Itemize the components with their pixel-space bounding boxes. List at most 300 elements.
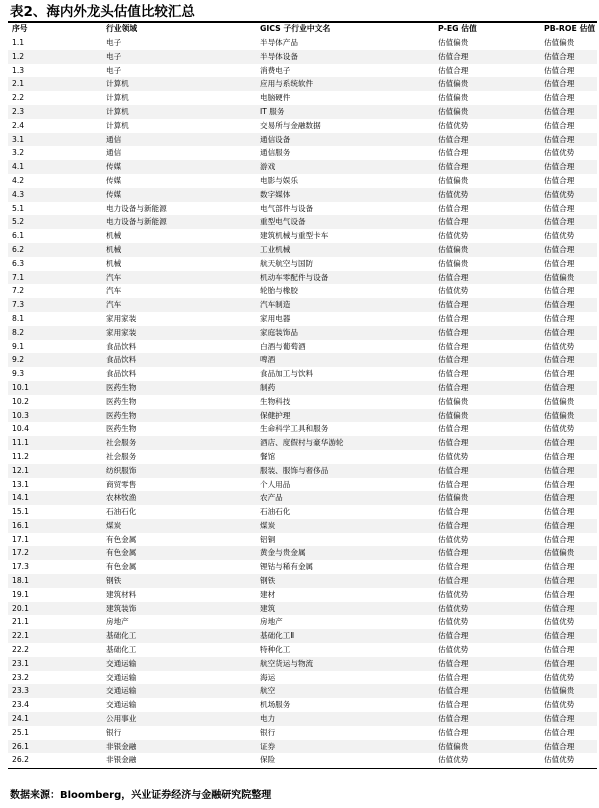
table-row bbox=[8, 312, 597, 326]
cell-row-number: 9.1 bbox=[12, 341, 25, 351]
cell-pbroe-valuation: 估值优势 bbox=[544, 700, 575, 710]
cell-industry: 计算机 bbox=[106, 120, 129, 130]
table-row bbox=[8, 160, 597, 174]
cell-gics-subindustry: 黄金与贵金属 bbox=[260, 548, 306, 558]
cell-industry: 医药生物 bbox=[106, 424, 137, 434]
cell-peg-valuation: 估值合理 bbox=[438, 148, 469, 158]
table-row bbox=[8, 381, 597, 395]
table-row bbox=[8, 367, 597, 381]
cell-industry: 有色金属 bbox=[106, 548, 137, 558]
cell-industry: 机械 bbox=[106, 258, 122, 268]
cell-gics-subindustry: 轮胎与橡胶 bbox=[260, 286, 298, 296]
cell-peg-valuation: 估值合理 bbox=[438, 714, 469, 724]
cell-industry: 家用家装 bbox=[106, 313, 137, 323]
cell-peg-valuation: 估值优势 bbox=[438, 755, 469, 765]
cell-row-number: 5.1 bbox=[12, 203, 25, 213]
cell-gics-subindustry: 钢铁 bbox=[260, 576, 276, 586]
cell-peg-valuation: 估值合理 bbox=[438, 272, 469, 282]
cell-pbroe-valuation: 估值合理 bbox=[544, 645, 575, 655]
cell-pbroe-valuation: 估值合理 bbox=[544, 327, 575, 337]
cell-row-number: 25.1 bbox=[12, 727, 29, 737]
cell-pbroe-valuation: 估值优势 bbox=[544, 189, 575, 199]
cell-peg-valuation: 估值优势 bbox=[438, 603, 469, 613]
table-row bbox=[8, 491, 597, 505]
table-row bbox=[8, 409, 597, 423]
cell-gics-subindustry: 汽车制造 bbox=[260, 300, 291, 310]
cell-pbroe-valuation: 估值合理 bbox=[544, 203, 575, 213]
cell-pbroe-valuation: 估值合理 bbox=[544, 175, 575, 185]
table-row bbox=[8, 326, 597, 340]
cell-industry: 社会服务 bbox=[106, 438, 137, 448]
cell-row-number: 8.1 bbox=[12, 313, 25, 323]
cell-gics-subindustry: 游戏 bbox=[260, 162, 276, 172]
cell-row-number: 14.1 bbox=[12, 493, 29, 503]
cell-row-number: 2.3 bbox=[12, 106, 25, 116]
cell-industry: 石油石化 bbox=[106, 507, 137, 517]
cell-row-number: 10.1 bbox=[12, 382, 29, 392]
table-row bbox=[8, 533, 597, 547]
cell-gics-subindustry: 航空 bbox=[260, 686, 276, 696]
cell-peg-valuation: 估值合理 bbox=[438, 465, 469, 475]
cell-pbroe-valuation: 估值合理 bbox=[544, 562, 575, 572]
cell-industry: 机械 bbox=[106, 231, 122, 241]
cell-pbroe-valuation: 估值合理 bbox=[544, 286, 575, 296]
cell-row-number: 9.3 bbox=[12, 369, 25, 379]
cell-pbroe-valuation: 估值合理 bbox=[544, 507, 575, 517]
cell-row-number: 24.1 bbox=[12, 714, 29, 724]
cell-peg-valuation: 估值合理 bbox=[438, 507, 469, 517]
cell-industry: 交通运输 bbox=[106, 658, 137, 668]
cell-gics-subindustry: 电气部件与设备 bbox=[260, 203, 314, 213]
cell-gics-subindustry: 家用电器 bbox=[260, 313, 291, 323]
cell-pbroe-valuation: 估值优势 bbox=[544, 148, 575, 158]
table-row bbox=[8, 505, 597, 519]
table-row bbox=[8, 684, 597, 698]
cell-row-number: 22.2 bbox=[12, 645, 29, 655]
cell-peg-valuation: 估值偏贵 bbox=[438, 396, 469, 406]
cell-peg-valuation: 估值优势 bbox=[438, 120, 469, 130]
cell-pbroe-valuation: 估值合理 bbox=[544, 658, 575, 668]
cell-gics-subindustry: 家庭装饰品 bbox=[260, 327, 298, 337]
table-row bbox=[8, 188, 597, 202]
cell-gics-subindustry: 通信服务 bbox=[260, 148, 291, 158]
cell-pbroe-valuation: 估值合理 bbox=[544, 714, 575, 724]
cell-peg-valuation: 估值偏贵 bbox=[438, 741, 469, 751]
cell-peg-valuation: 估值偏贵 bbox=[438, 93, 469, 103]
cell-peg-valuation: 估值合理 bbox=[438, 658, 469, 668]
cell-gics-subindustry: 数字媒体 bbox=[260, 189, 291, 199]
cell-peg-valuation: 估值合理 bbox=[438, 631, 469, 641]
cell-row-number: 26.2 bbox=[12, 755, 29, 765]
cell-pbroe-valuation: 估值合理 bbox=[544, 465, 575, 475]
cell-peg-valuation: 估值合理 bbox=[438, 727, 469, 737]
table-row bbox=[8, 77, 597, 91]
cell-gics-subindustry: 机场服务 bbox=[260, 700, 291, 710]
cell-gics-subindustry: 个人用品 bbox=[260, 479, 291, 489]
table-row bbox=[8, 284, 597, 298]
cell-gics-subindustry: 半导体产品 bbox=[260, 38, 298, 47]
cell-gics-subindustry: 重型电气设备 bbox=[260, 217, 306, 227]
cell-peg-valuation: 估值合理 bbox=[438, 300, 469, 310]
table-row bbox=[8, 464, 597, 478]
cell-row-number: 23.4 bbox=[12, 700, 29, 710]
header-gics-subindustry: GICS 子行业中文名 bbox=[260, 24, 331, 33]
table-row bbox=[8, 560, 597, 574]
cell-peg-valuation: 估值优势 bbox=[438, 617, 469, 627]
cell-row-number: 10.3 bbox=[12, 410, 29, 420]
cell-peg-valuation: 估值合理 bbox=[438, 548, 469, 558]
cell-gics-subindustry: 半导体设备 bbox=[260, 51, 298, 61]
table-row bbox=[8, 174, 597, 188]
cell-industry: 食品饮料 bbox=[106, 341, 137, 351]
cell-pbroe-valuation: 估值合理 bbox=[544, 534, 575, 544]
cell-row-number: 26.1 bbox=[12, 741, 29, 751]
table-row bbox=[8, 546, 597, 560]
cell-industry: 汽车 bbox=[106, 272, 122, 282]
cell-pbroe-valuation: 估值合理 bbox=[544, 258, 575, 268]
cell-row-number: 12.1 bbox=[12, 465, 29, 475]
cell-row-number: 3.1 bbox=[12, 134, 25, 144]
table-row bbox=[8, 519, 597, 533]
cell-pbroe-valuation: 估值合理 bbox=[544, 438, 575, 448]
cell-pbroe-valuation: 估值合理 bbox=[544, 589, 575, 599]
table-row bbox=[8, 298, 597, 312]
cell-gics-subindustry: 生物科技 bbox=[260, 396, 291, 406]
cell-row-number: 13.1 bbox=[12, 479, 29, 489]
cell-row-number: 20.1 bbox=[12, 603, 29, 613]
cell-industry: 商贸零售 bbox=[106, 479, 137, 489]
cell-row-number: 4.2 bbox=[12, 175, 25, 185]
cell-industry: 汽车 bbox=[106, 300, 122, 310]
cell-pbroe-valuation: 估值偏贵 bbox=[544, 38, 575, 47]
cell-peg-valuation: 估值优势 bbox=[438, 645, 469, 655]
cell-gics-subindustry: 海运 bbox=[260, 672, 276, 682]
table-row bbox=[8, 50, 597, 64]
table-header-row bbox=[8, 22, 597, 36]
cell-industry: 公用事业 bbox=[106, 714, 137, 724]
cell-pbroe-valuation: 估值偏贵 bbox=[544, 410, 575, 420]
cell-peg-valuation: 估值偏贵 bbox=[438, 410, 469, 420]
cell-row-number: 6.3 bbox=[12, 258, 25, 268]
cell-row-number: 17.2 bbox=[12, 548, 29, 558]
cell-industry: 通信 bbox=[106, 134, 122, 144]
table-row bbox=[8, 574, 597, 588]
cell-pbroe-valuation: 估值合理 bbox=[544, 51, 575, 61]
header-peg-valuation: P-EG 估值 bbox=[438, 24, 477, 33]
cell-industry: 非银金融 bbox=[106, 741, 137, 751]
cell-row-number: 6.1 bbox=[12, 231, 25, 241]
cell-row-number: 11.2 bbox=[12, 451, 29, 461]
cell-industry: 社会服务 bbox=[106, 451, 137, 461]
cell-gics-subindustry: 房地产 bbox=[260, 617, 283, 627]
cell-industry: 计算机 bbox=[106, 106, 129, 116]
cell-row-number: 21.1 bbox=[12, 617, 29, 627]
cell-pbroe-valuation: 估值优势 bbox=[544, 755, 575, 765]
cell-peg-valuation: 估值偏贵 bbox=[438, 258, 469, 268]
cell-peg-valuation: 估值合理 bbox=[438, 700, 469, 710]
cell-gics-subindustry: 通信设备 bbox=[260, 134, 291, 144]
table-row bbox=[8, 712, 597, 726]
cell-gics-subindustry: 啤酒 bbox=[260, 355, 276, 365]
cell-pbroe-valuation: 估值合理 bbox=[544, 162, 575, 172]
cell-gics-subindustry: 应用与系统软件 bbox=[260, 79, 314, 89]
cell-row-number: 4.1 bbox=[12, 162, 25, 172]
header-row-number: 序号 bbox=[12, 24, 28, 33]
cell-peg-valuation: 估值合理 bbox=[438, 562, 469, 572]
cell-gics-subindustry: 证券 bbox=[260, 741, 276, 751]
cell-gics-subindustry: 工业机械 bbox=[260, 244, 291, 254]
table-row bbox=[8, 64, 597, 78]
cell-row-number: 11.1 bbox=[12, 438, 29, 448]
cell-gics-subindustry: 制药 bbox=[260, 382, 276, 392]
cell-gics-subindustry: 服装、服饰与奢侈品 bbox=[260, 465, 329, 475]
table-row bbox=[8, 726, 597, 740]
cell-industry: 医药生物 bbox=[106, 382, 137, 392]
cell-industry: 食品饮料 bbox=[106, 369, 137, 379]
cell-pbroe-valuation: 估值合理 bbox=[544, 355, 575, 365]
cell-industry: 有色金属 bbox=[106, 562, 137, 572]
cell-industry: 传媒 bbox=[106, 189, 122, 199]
cell-gics-subindustry: 基础化工Ⅱ bbox=[260, 631, 295, 641]
cell-peg-valuation: 估值合理 bbox=[438, 134, 469, 144]
table-row bbox=[8, 629, 597, 643]
cell-gics-subindustry: 电影与娱乐 bbox=[260, 175, 298, 185]
cell-peg-valuation: 估值合理 bbox=[438, 686, 469, 696]
cell-row-number: 23.2 bbox=[12, 672, 29, 682]
cell-pbroe-valuation: 估值合理 bbox=[544, 479, 575, 489]
cell-industry: 建筑装饰 bbox=[106, 603, 137, 613]
table-row bbox=[8, 146, 597, 160]
cell-peg-valuation: 估值合理 bbox=[438, 217, 469, 227]
cell-industry: 钢铁 bbox=[106, 576, 122, 586]
cell-row-number: 23.1 bbox=[12, 658, 29, 668]
cell-pbroe-valuation: 估值合理 bbox=[544, 741, 575, 751]
cell-gics-subindustry: 煤炭 bbox=[260, 520, 276, 530]
cell-industry: 计算机 bbox=[106, 79, 129, 89]
cell-gics-subindustry: IT 服务 bbox=[260, 106, 285, 116]
table-bottom-rule bbox=[8, 768, 597, 769]
cell-pbroe-valuation: 估值合理 bbox=[544, 493, 575, 503]
cell-row-number: 7.2 bbox=[12, 286, 25, 296]
cell-gics-subindustry: 石油石化 bbox=[260, 507, 291, 517]
cell-pbroe-valuation: 估值合理 bbox=[544, 603, 575, 613]
cell-row-number: 7.3 bbox=[12, 300, 25, 310]
table-row bbox=[8, 395, 597, 409]
cell-industry: 通信 bbox=[106, 148, 122, 158]
cell-gics-subindustry: 银行 bbox=[260, 727, 276, 737]
cell-industry: 电子 bbox=[106, 51, 122, 61]
cell-industry: 煤炭 bbox=[106, 520, 122, 530]
cell-gics-subindustry: 农产品 bbox=[260, 493, 283, 503]
table-row bbox=[8, 243, 597, 257]
cell-peg-valuation: 估值优势 bbox=[438, 286, 469, 296]
cell-row-number: 15.1 bbox=[12, 507, 29, 517]
cell-industry: 医药生物 bbox=[106, 396, 137, 406]
cell-industry: 电力设备与新能源 bbox=[106, 203, 167, 213]
cell-pbroe-valuation: 估值优势 bbox=[544, 672, 575, 682]
cell-row-number: 1.1 bbox=[12, 38, 25, 47]
cell-industry: 传媒 bbox=[106, 175, 122, 185]
header-industry: 行业领域 bbox=[106, 24, 138, 33]
cell-gics-subindustry: 电脑硬件 bbox=[260, 93, 291, 103]
cell-row-number: 2.2 bbox=[12, 93, 25, 103]
table-title: 表2、海内外龙头估值比较汇总 bbox=[10, 4, 195, 20]
cell-row-number: 5.2 bbox=[12, 217, 25, 227]
cell-gics-subindustry: 食品加工与饮料 bbox=[260, 369, 314, 379]
cell-row-number: 19.1 bbox=[12, 589, 29, 599]
cell-pbroe-valuation: 估值合理 bbox=[544, 451, 575, 461]
cell-peg-valuation: 估值优势 bbox=[438, 189, 469, 199]
cell-pbroe-valuation: 估值合理 bbox=[544, 520, 575, 530]
table-row bbox=[8, 478, 597, 492]
cell-pbroe-valuation: 估值合理 bbox=[544, 369, 575, 379]
table-row bbox=[8, 91, 597, 105]
cell-row-number: 9.2 bbox=[12, 355, 25, 365]
cell-pbroe-valuation: 估值优势 bbox=[544, 424, 575, 434]
cell-gics-subindustry: 餐馆 bbox=[260, 451, 276, 461]
cell-pbroe-valuation: 估值合理 bbox=[544, 631, 575, 641]
cell-row-number: 22.1 bbox=[12, 631, 29, 641]
cell-pbroe-valuation: 估值合理 bbox=[544, 727, 575, 737]
table-row bbox=[8, 133, 597, 147]
cell-gics-subindustry: 保险 bbox=[260, 755, 276, 765]
cell-gics-subindustry: 机动车零配件与设备 bbox=[260, 272, 329, 282]
table-row bbox=[8, 353, 597, 367]
cell-peg-valuation: 估值合理 bbox=[438, 65, 469, 75]
table-row bbox=[8, 698, 597, 712]
cell-row-number: 10.2 bbox=[12, 396, 29, 406]
cell-pbroe-valuation: 估值偏贵 bbox=[544, 396, 575, 406]
cell-industry: 传媒 bbox=[106, 162, 122, 172]
table-row bbox=[8, 215, 597, 229]
cell-industry: 电子 bbox=[106, 38, 122, 47]
cell-gics-subindustry: 建筑 bbox=[260, 603, 276, 613]
cell-peg-valuation: 估值合理 bbox=[438, 355, 469, 365]
cell-peg-valuation: 估值优势 bbox=[438, 451, 469, 461]
cell-peg-valuation: 估值优势 bbox=[438, 589, 469, 599]
cell-industry: 农林牧渔 bbox=[106, 493, 137, 503]
cell-peg-valuation: 估值偏贵 bbox=[438, 493, 469, 503]
table-row bbox=[8, 657, 597, 671]
cell-industry: 电力设备与新能源 bbox=[106, 217, 167, 227]
table-row bbox=[8, 202, 597, 216]
cell-pbroe-valuation: 估值合理 bbox=[544, 79, 575, 89]
cell-gics-subindustry: 建筑机械与重型卡车 bbox=[260, 231, 329, 241]
cell-pbroe-valuation: 估值合理 bbox=[544, 134, 575, 144]
table-row bbox=[8, 36, 597, 50]
table-row bbox=[8, 105, 597, 119]
cell-peg-valuation: 估值合理 bbox=[438, 424, 469, 434]
cell-peg-valuation: 估值优势 bbox=[438, 534, 469, 544]
table-row bbox=[8, 422, 597, 436]
cell-industry: 家用家装 bbox=[106, 327, 137, 337]
cell-industry: 医药生物 bbox=[106, 410, 137, 420]
cell-row-number: 6.2 bbox=[12, 244, 25, 254]
cell-peg-valuation: 估值偏贵 bbox=[438, 175, 469, 185]
cell-peg-valuation: 估值偏贵 bbox=[438, 106, 469, 116]
cell-pbroe-valuation: 估值合理 bbox=[544, 93, 575, 103]
valuation-table bbox=[8, 22, 597, 767]
cell-peg-valuation: 估值合理 bbox=[438, 438, 469, 448]
cell-peg-valuation: 估值合理 bbox=[438, 327, 469, 337]
cell-gics-subindustry: 航空货运与物流 bbox=[260, 658, 314, 668]
cell-peg-valuation: 估值合理 bbox=[438, 313, 469, 323]
cell-peg-valuation: 估值优势 bbox=[438, 231, 469, 241]
cell-peg-valuation: 估值合理 bbox=[438, 576, 469, 586]
cell-gics-subindustry: 交易所与金融数据 bbox=[260, 120, 321, 130]
cell-peg-valuation: 估值偏贵 bbox=[438, 244, 469, 254]
cell-industry: 电子 bbox=[106, 65, 122, 75]
cell-industry: 有色金属 bbox=[106, 534, 137, 544]
cell-row-number: 16.1 bbox=[12, 520, 29, 530]
table-row bbox=[8, 615, 597, 629]
cell-peg-valuation: 估值合理 bbox=[438, 51, 469, 61]
cell-row-number: 2.1 bbox=[12, 79, 25, 89]
cell-row-number: 7.1 bbox=[12, 272, 25, 282]
data-source-note: 数据来源：Bloomberg，兴业证券经济与金融研究院整理 bbox=[10, 790, 272, 801]
cell-industry: 纺织服饰 bbox=[106, 465, 137, 475]
cell-peg-valuation: 估值合理 bbox=[438, 672, 469, 682]
cell-row-number: 1.2 bbox=[12, 51, 25, 61]
cell-peg-valuation: 估值合理 bbox=[438, 520, 469, 530]
cell-industry: 汽车 bbox=[106, 286, 122, 296]
cell-gics-subindustry: 消费电子 bbox=[260, 65, 291, 75]
table-row bbox=[8, 602, 597, 616]
cell-pbroe-valuation: 估值合理 bbox=[544, 106, 575, 116]
cell-gics-subindustry: 保健护理 bbox=[260, 410, 291, 420]
cell-pbroe-valuation: 估值合理 bbox=[544, 300, 575, 310]
table-row bbox=[8, 671, 597, 685]
cell-pbroe-valuation: 估值合理 bbox=[544, 576, 575, 586]
table-row bbox=[8, 229, 597, 243]
cell-peg-valuation: 估值合理 bbox=[438, 369, 469, 379]
cell-row-number: 23.3 bbox=[12, 686, 29, 696]
cell-row-number: 8.2 bbox=[12, 327, 25, 337]
cell-industry: 基础化工 bbox=[106, 631, 137, 641]
cell-industry: 计算机 bbox=[106, 93, 129, 103]
cell-gics-subindustry: 电力 bbox=[260, 714, 276, 724]
cell-row-number: 2.4 bbox=[12, 120, 25, 130]
cell-industry: 机械 bbox=[106, 244, 122, 254]
cell-gics-subindustry: 白酒与葡萄酒 bbox=[260, 341, 306, 351]
table-row bbox=[8, 340, 597, 354]
cell-peg-valuation: 估值合理 bbox=[438, 341, 469, 351]
cell-pbroe-valuation: 估值合理 bbox=[544, 65, 575, 75]
cell-row-number: 10.4 bbox=[12, 424, 29, 434]
cell-industry: 基础化工 bbox=[106, 645, 137, 655]
cell-pbroe-valuation: 估值优势 bbox=[544, 231, 575, 241]
cell-pbroe-valuation: 估值合理 bbox=[544, 217, 575, 227]
cell-pbroe-valuation: 估值偏贵 bbox=[544, 686, 575, 696]
cell-row-number: 17.1 bbox=[12, 534, 29, 544]
table-row bbox=[8, 436, 597, 450]
table-row bbox=[8, 753, 597, 767]
header-pbroe-valuation: PB-ROE 估值 bbox=[544, 24, 596, 33]
cell-industry: 建筑材料 bbox=[106, 589, 137, 599]
cell-industry: 银行 bbox=[106, 727, 122, 737]
cell-peg-valuation: 估值合理 bbox=[438, 162, 469, 172]
cell-peg-valuation: 估值偏贵 bbox=[438, 79, 469, 89]
cell-row-number: 18.1 bbox=[12, 576, 29, 586]
cell-gics-subindustry: 铝铜 bbox=[260, 534, 276, 544]
cell-industry: 交通运输 bbox=[106, 686, 137, 696]
cell-gics-subindustry: 酒店、度假村与豪华游轮 bbox=[260, 438, 344, 448]
table-row bbox=[8, 588, 597, 602]
cell-row-number: 4.3 bbox=[12, 189, 25, 199]
cell-pbroe-valuation: 估值偏贵 bbox=[544, 272, 575, 282]
cell-pbroe-valuation: 估值优势 bbox=[544, 341, 575, 351]
table-row bbox=[8, 119, 597, 133]
